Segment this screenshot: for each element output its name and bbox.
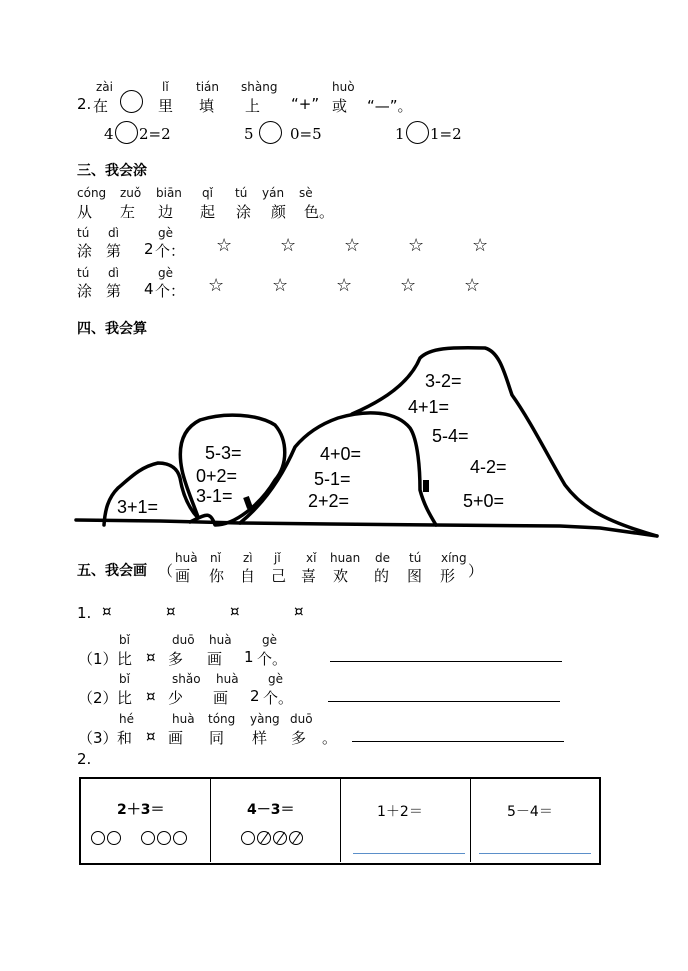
star-icon[interactable]: ☆ xyxy=(272,275,289,296)
star-icon[interactable]: ☆ xyxy=(472,235,489,256)
circle-icon xyxy=(91,831,105,845)
mountain-equation: 5-3= xyxy=(205,443,242,463)
circle-group xyxy=(241,827,305,846)
circle-icon xyxy=(241,831,255,845)
table-cell: 2＋3＝ xyxy=(81,779,211,862)
circle-icon xyxy=(141,831,155,845)
star-icon[interactable]: ☆ xyxy=(336,275,353,296)
symbol-icon: ¤ xyxy=(166,602,176,620)
draw-table xyxy=(79,777,601,865)
mountain-equation: 3-2= xyxy=(425,371,462,391)
symbol-icon: ¤ xyxy=(102,602,112,620)
circle-icon xyxy=(173,831,187,845)
star-icon[interactable]: ☆ xyxy=(280,235,297,256)
answer-line[interactable] xyxy=(352,741,564,742)
answer-line[interactable] xyxy=(330,661,562,662)
mountain-equation: 3-1= xyxy=(196,486,233,506)
mountain-equation: 0+2= xyxy=(196,466,238,486)
star-icon[interactable]: ☆ xyxy=(464,275,481,296)
symbol-icon: ¤ xyxy=(294,602,304,620)
table-cell: 4－3＝ xyxy=(211,779,341,862)
section-5-q2-label: 2. xyxy=(77,750,92,768)
crossed-circle-icon xyxy=(289,831,303,845)
big-mountain-outline xyxy=(352,348,657,536)
section-3-title: 三、我会涂 xyxy=(77,163,147,179)
q2-label: 2. xyxy=(77,95,92,113)
star-icon[interactable]: ☆ xyxy=(208,275,225,296)
section-4-title: 四、我会算 xyxy=(77,321,147,337)
circle-icon xyxy=(157,831,171,845)
circle-icon xyxy=(107,831,121,845)
star-icon[interactable]: ☆ xyxy=(344,235,361,256)
answer-line[interactable] xyxy=(353,853,465,854)
star-icon[interactable]: ☆ xyxy=(216,235,233,256)
mountain-equation: 3+1= xyxy=(117,497,159,517)
symbol-icon: ¤ xyxy=(230,602,240,620)
mountain-equation: 4-2= xyxy=(470,457,507,477)
ground-line xyxy=(76,520,657,536)
star-icon[interactable]: ☆ xyxy=(408,235,425,256)
section-5-title: 五、我会画 xyxy=(77,563,147,579)
star-icon[interactable]: ☆ xyxy=(400,275,417,296)
crossed-circle-icon xyxy=(273,831,287,845)
mountain-equation: 4+0= xyxy=(320,444,362,464)
crossed-circle-icon xyxy=(257,831,271,845)
mountain-equation: 5-4= xyxy=(432,426,469,446)
table-cell: 1＋2＝ xyxy=(341,779,471,862)
answer-line[interactable] xyxy=(328,701,560,702)
mountain-equation: 5+0= xyxy=(463,491,505,511)
mountain-equation: 4+1= xyxy=(408,397,450,417)
mountain-equation: 5-1= xyxy=(314,469,351,489)
table-cell: 5－4＝ xyxy=(471,779,598,862)
mountain-equation: 2+2= xyxy=(308,491,350,511)
answer-line[interactable] xyxy=(479,853,591,854)
circle-group xyxy=(91,827,189,846)
